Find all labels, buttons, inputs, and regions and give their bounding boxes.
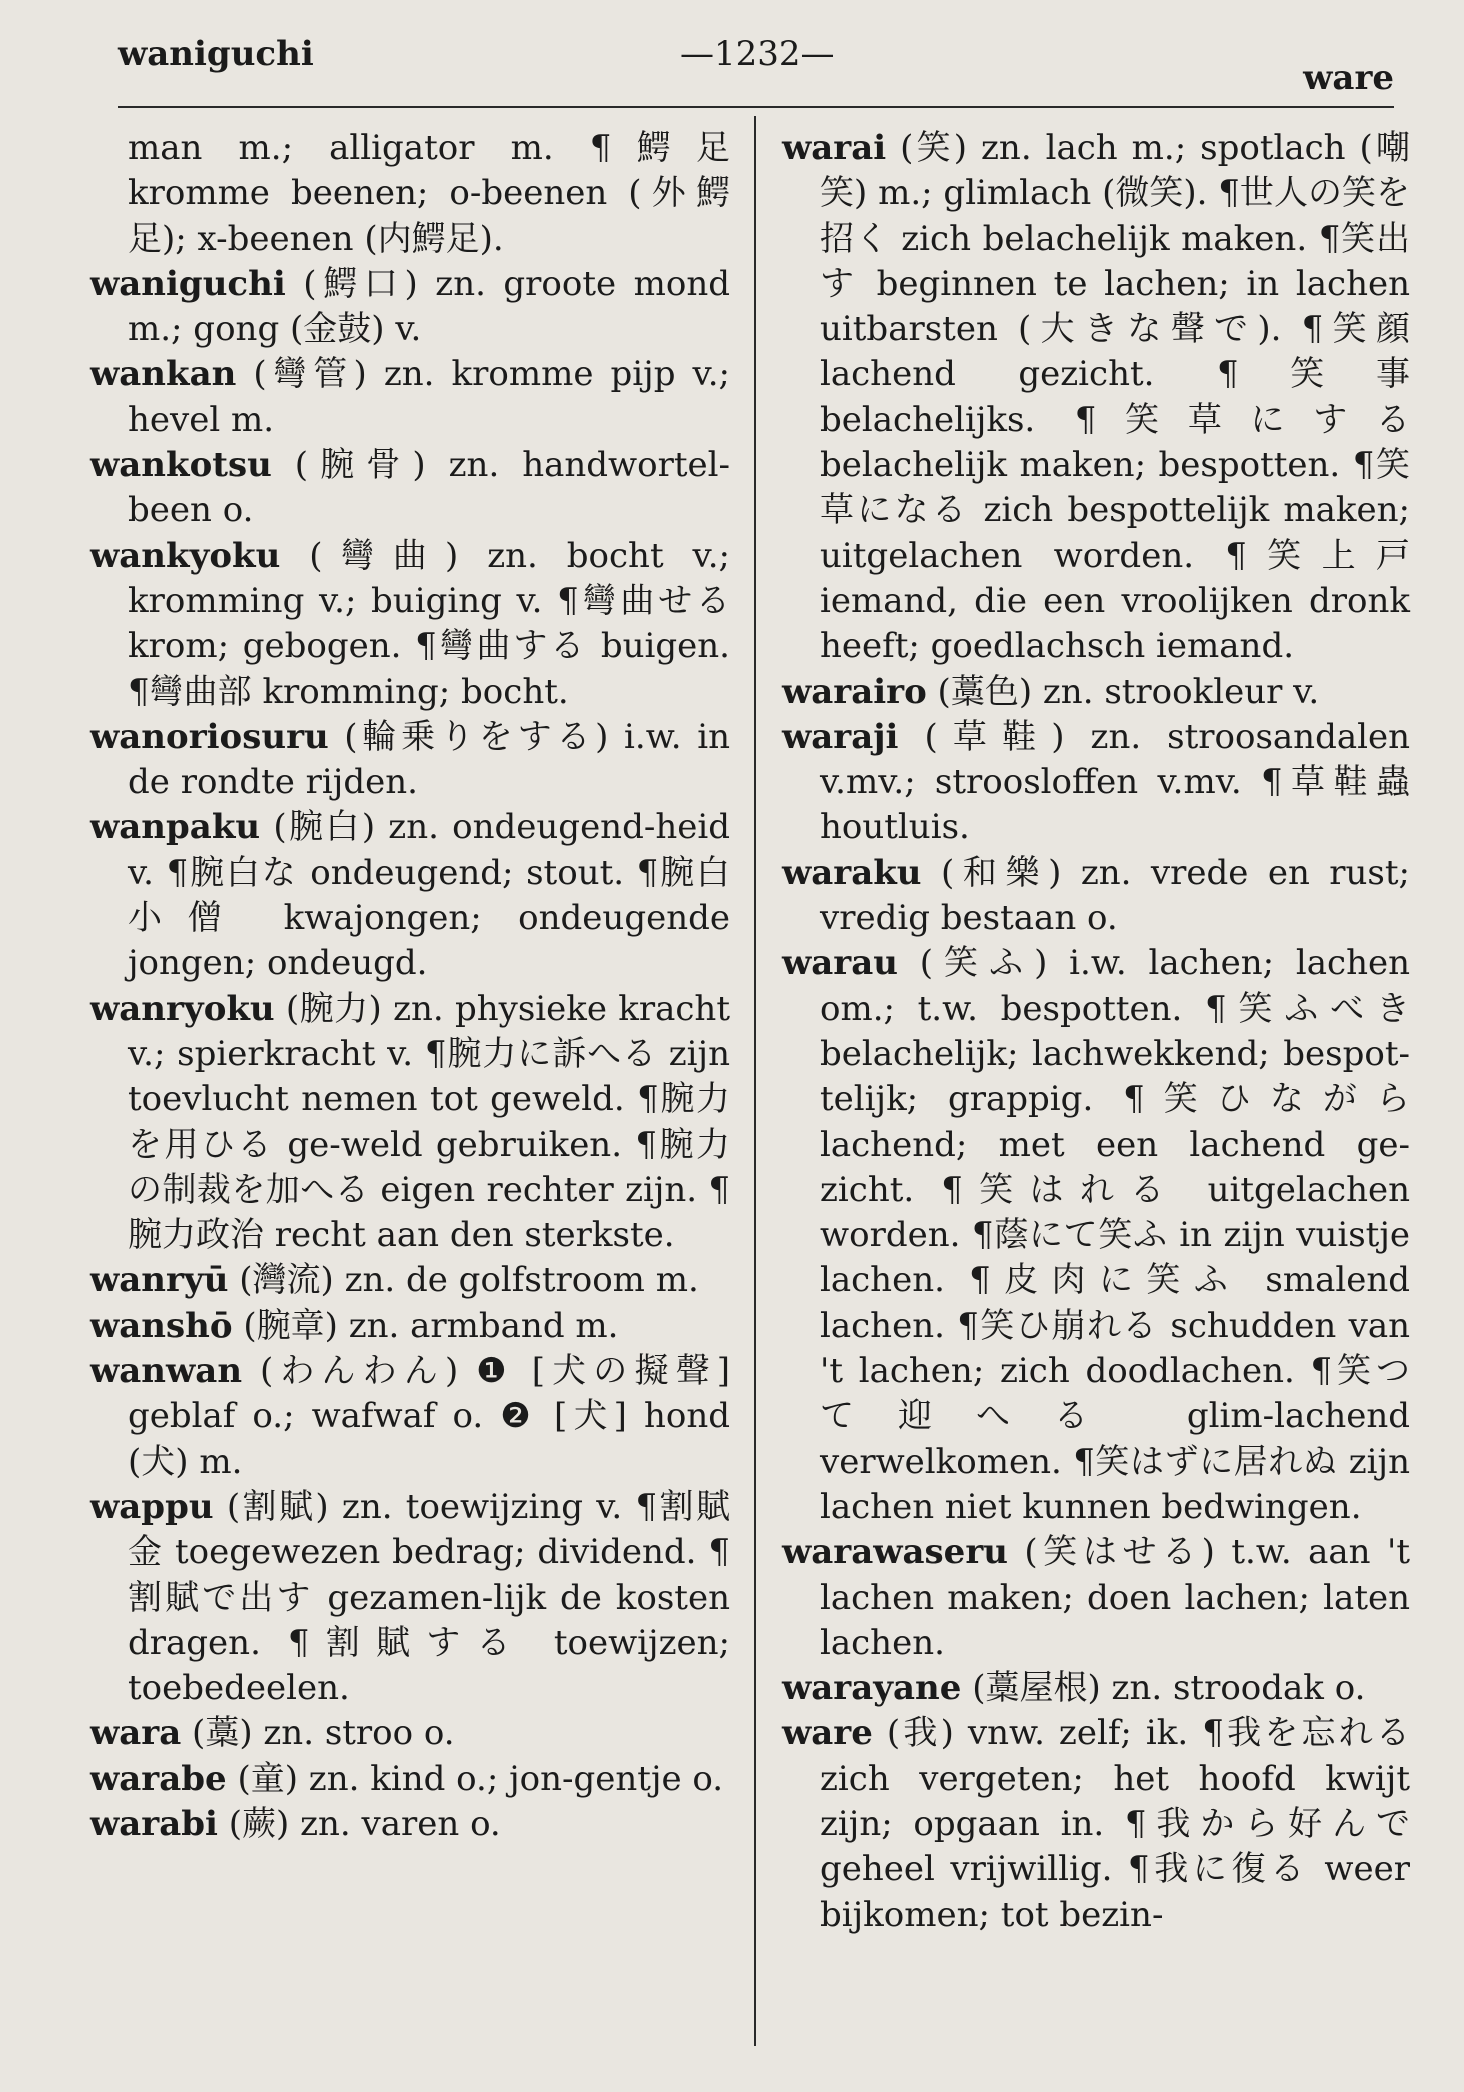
entry-body: (笑ふ) i.w. lachen; lachen om.; t.w. bespotten. ¶笑ふべき belachelijk; lachwekkend; bespot-telijk; grappig. ¶笑ひながら lachend; met een lachend ge-zicht. ¶笑はれる uitgelachen worden. ¶蔭にて笑ふ in zijn vuistje lachen. ¶皮肉に笑ふ smalend lachen. ¶笑ひ崩れる schudden van 't lachen; zich doodlachen. ¶笑つて迎へる glim-lachend verwelkomen. ¶笑はずに居れぬ zijn lachen niet kunnen bedwingen. [820,943,1410,1527]
entry-body: (割賦) zn. toewijzing v. ¶割賦金 toegewezen bedrag; dividend. ¶割賦で出す gezamen-lijk de kosten dragen. ¶割賦する toewijzen; toebedeelen. [128,1486,730,1709]
entry-body: (童) zn. kind o.; jon-gentje o. [226,1758,724,1799]
dictionary-entry [90,443,730,534]
headword: waraji [782,716,899,757]
headword: wankyoku [90,535,281,576]
entry-body: (わんわん) ❶ [犬の擬聲] geblaf o.; wafwaf o. ❷ [犬] hond (犬) m. [128,1351,730,1482]
entry-body: (彎曲) zn. bocht v.; kromming v.; buiging v. ¶彎曲せる krom; gebogen. ¶彎曲する buigen. ¶彎曲部 kromming; bocht. [128,535,730,712]
entry-body: (彎管) zn. kromme pijp v.; hevel m. [128,354,730,440]
entry-body: (腕章) zn. armband m. [232,1305,619,1346]
entry-body: (我) vnw. zelf; ik. ¶我を忘れる zich vergeten; het hoofd kwijt zijn; opgaan in. ¶我から好んで geheel vrijwillig. ¶我に復る weer bijkomen; tot bezin- [820,1713,1410,1935]
page-number: —1232— [680,34,835,74]
headword: warabe [90,1758,227,1799]
entry-body: (蕨) zn. varen o. [217,1803,501,1844]
dictionary-entry [90,715,730,806]
dictionary-entry [90,1802,730,1847]
dictionary-entry [90,352,730,443]
entry-body: (藁屋根) zn. stroodak o. [961,1668,1366,1709]
headword: wanoriosuru [90,716,329,757]
headword: waraku [782,852,922,893]
left-column [90,126,730,2052]
dictionary-entry [90,987,730,1259]
running-head-left: waniguchi [118,34,314,74]
dictionary-entry [782,1666,1410,1711]
dictionary-entry [782,851,1410,942]
entry-body: (和樂) zn. vrede en rust; vredig bestaan o. [820,852,1410,939]
right-column [782,126,1410,2052]
headword: warairo [782,671,927,712]
dictionary-entry [90,1711,730,1756]
entry-body: (鰐口) zn. groote mond m.; gong (金鼓) v. [128,263,730,350]
dictionary-entry [90,1258,730,1303]
column-divider [754,116,756,2046]
dictionary-entry [782,715,1410,851]
headword: wanwan [90,1351,243,1392]
dictionary-entry [782,126,1410,670]
headword: wappu [90,1486,214,1527]
headword: warau [782,943,898,984]
entry-body: (藁色) zn. strookleur v. [926,671,1320,712]
running-head-right: ware [1303,58,1394,98]
entry-body: (腕白) zn. ondeugend-heid v. ¶腕白な ondeugend; stout. ¶腕白小僧 kwajongen; ondeugende jongen; ondeugd. [128,807,730,984]
dictionary-entry [90,1485,730,1711]
headword: wara [90,1713,182,1754]
dictionary-entry [90,1304,730,1349]
dictionary-entry [782,941,1410,1530]
headword: warayane [782,1668,962,1709]
entry-continuation: man m.; alligator m. ¶鰐足 kromme beenen; o-beenen (外鰐足); x-beenen (内鰐足). [128,128,730,259]
headword: warabi [90,1803,218,1844]
entry-body: (藁) zn. stroo o. [181,1713,455,1754]
headword: wanpaku [90,807,261,848]
dictionary-entry [90,262,730,353]
dictionary-entry [90,1349,730,1485]
headword: wanshō [90,1305,233,1346]
dictionary-entry [90,534,730,715]
headword: warawaseru [782,1532,1008,1573]
header-rule [118,106,1394,108]
entry-body: (灣流) zn. de golfstroom m. [228,1260,699,1301]
headword: wankotsu [90,445,272,486]
entry-body: (草鞋) zn. stroosandalen v.mv.; stroosloffen v.mv. ¶草鞋蟲 houtluis. [820,716,1410,848]
entry-body: (笑) zn. lach m.; spotlach (嘲笑) m.; glimlach (微笑). ¶世人の笑を招く zich belachelijk maken. ¶笑出す beginnen te lachen; in lachen uitbarsten (大きな聲で). ¶笑顔 lachend gezicht. ¶笑事 belachelijks. ¶笑草にする belachelijk maken; bespotten. ¶笑草になる zich bespottelijk maken; uitgelachen worden. ¶笑上戸 iemand, die een vroolijken dronk heeft; goedlachsch iemand. [820,128,1410,667]
headword: ware [782,1713,873,1754]
entry-body: (輪乗りをする) i.w. in de rondte rijden. [128,716,730,803]
dictionary-entry [782,670,1410,715]
dictionary-entry [90,1757,730,1802]
headword: wanryoku [90,988,275,1029]
entry-body: (腕力) zn. physieke kracht v.; spierkracht v. ¶腕力に訴へる zijn toevlucht nemen tot geweld. ¶腕力を用ひる ge-weld gebruiken. ¶腕力の制裁を加へる eigen rechter zijn. ¶腕力政治 recht aan den sterkste. [128,988,730,1256]
headword: wankan [90,354,237,395]
entry-body: (笑はせる) t.w. aan 't lachen maken; doen lachen; laten lachen. [820,1532,1410,1663]
headword: wanryū [90,1260,229,1301]
dictionary-entry [782,1711,1410,1937]
headword: waniguchi [90,263,286,304]
entry-body: (腕骨) zn. handwortel-been o. [128,445,730,531]
headword: warai [782,128,887,168]
dictionary-entry [782,1530,1410,1666]
dictionary-entry [90,805,730,986]
